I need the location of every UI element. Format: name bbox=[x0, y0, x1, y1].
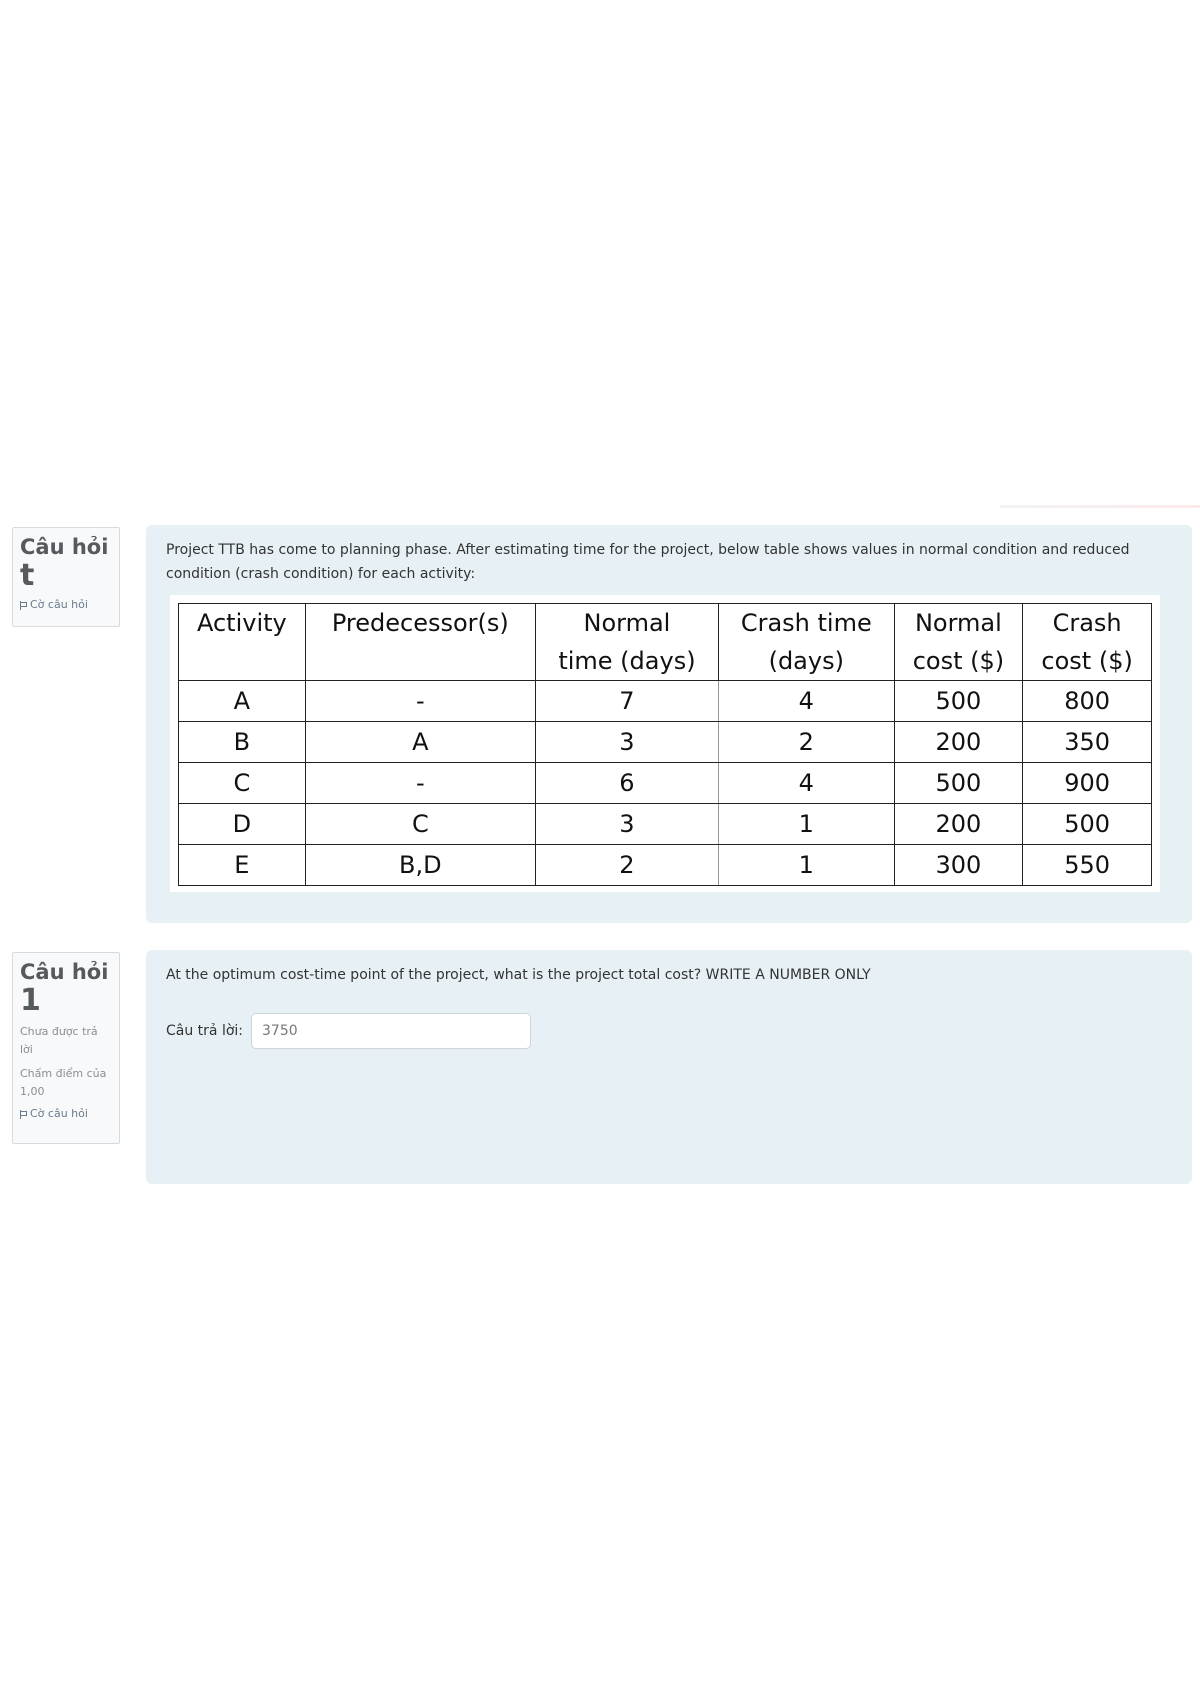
cell-normal-cost: 300 bbox=[894, 845, 1023, 886]
cell-crash-time: 4 bbox=[718, 681, 894, 722]
question-number: t bbox=[20, 558, 35, 593]
cell-activity: A bbox=[179, 681, 306, 722]
cell-normal-time: 3 bbox=[535, 804, 718, 845]
cell-crash-time: 1 bbox=[718, 804, 894, 845]
cell-predecessor: - bbox=[305, 681, 535, 722]
top-divider bbox=[1000, 505, 1200, 508]
cell-crash-cost: 350 bbox=[1023, 722, 1152, 763]
cell-crash-cost: 500 bbox=[1023, 804, 1152, 845]
cell-predecessor: - bbox=[305, 763, 535, 804]
cell-activity: E bbox=[179, 845, 306, 886]
header-activity: Activity bbox=[179, 604, 306, 681]
crash-table-container bbox=[170, 595, 1160, 892]
cell-predecessor: B,D bbox=[305, 845, 535, 886]
question-content-2 bbox=[146, 950, 1192, 1184]
cell-normal-cost: 500 bbox=[894, 763, 1023, 804]
crash-table bbox=[178, 603, 1152, 886]
question-number: 1 bbox=[20, 983, 41, 1018]
cell-crash-cost: 800 bbox=[1023, 681, 1152, 722]
header-predecessors: Predecessor(s) bbox=[305, 604, 535, 681]
answer-input[interactable] bbox=[251, 1013, 531, 1049]
header-normal-time: Normal time (days) bbox=[535, 604, 718, 681]
table-row bbox=[179, 722, 1152, 763]
flag-icon bbox=[20, 1110, 27, 1119]
cell-crash-time: 4 bbox=[718, 763, 894, 804]
cell-activity: C bbox=[179, 763, 306, 804]
question-content-1 bbox=[146, 525, 1192, 923]
cell-crash-time: 2 bbox=[718, 722, 894, 763]
table-row bbox=[179, 763, 1152, 804]
question-heading: Câu hỏi 1 bbox=[20, 959, 112, 1017]
table-row bbox=[179, 681, 1152, 722]
cell-normal-cost: 200 bbox=[894, 722, 1023, 763]
flag-label: Cờ câu hỏi bbox=[30, 598, 88, 611]
table-row bbox=[179, 804, 1152, 845]
cell-crash-time: 1 bbox=[718, 845, 894, 886]
question-state: Chưa được trả lời bbox=[20, 1025, 98, 1056]
question-text: Project TTB has come to planning phase. After estimating time for the project, below table shows values in normal condition and reduced condition (crash condition) for each activity: bbox=[166, 542, 1130, 582]
cell-normal-time: 3 bbox=[535, 722, 718, 763]
header-crash-cost: Crash cost ($) bbox=[1023, 604, 1152, 681]
cell-crash-cost: 900 bbox=[1023, 763, 1152, 804]
flag-question-link[interactable] bbox=[20, 598, 112, 612]
question-info-2 bbox=[12, 952, 120, 1144]
cell-crash-cost: 550 bbox=[1023, 845, 1152, 886]
cell-predecessor: A bbox=[305, 722, 535, 763]
question-info-1 bbox=[12, 527, 120, 627]
cell-predecessor: C bbox=[305, 804, 535, 845]
cell-normal-time: 6 bbox=[535, 763, 718, 804]
cell-normal-cost: 200 bbox=[894, 804, 1023, 845]
cell-activity: B bbox=[179, 722, 306, 763]
answer-label: Câu trả lời: bbox=[166, 1023, 244, 1039]
table-header-row bbox=[179, 604, 1152, 681]
header-normal-cost: Normal cost ($) bbox=[894, 604, 1023, 681]
cell-normal-time: 7 bbox=[535, 681, 718, 722]
answer-row bbox=[166, 1013, 531, 1049]
flag-question-link[interactable] bbox=[20, 1107, 112, 1121]
header-crash-time: Crash time (days) bbox=[718, 604, 894, 681]
cell-activity: D bbox=[179, 804, 306, 845]
table-row bbox=[179, 845, 1152, 886]
cell-normal-cost: 500 bbox=[894, 681, 1023, 722]
cell-normal-time: 2 bbox=[535, 845, 718, 886]
question-heading: Câu hỏi t bbox=[20, 534, 112, 592]
question-grade: Chấm điểm của 1,00 bbox=[20, 1067, 107, 1098]
question-text: At the optimum cost-time point of the project, what is the project total cost? WRITE A NUMBER ONLY bbox=[166, 967, 871, 983]
flag-icon bbox=[20, 601, 27, 610]
flag-label: Cờ câu hỏi bbox=[30, 1107, 88, 1120]
